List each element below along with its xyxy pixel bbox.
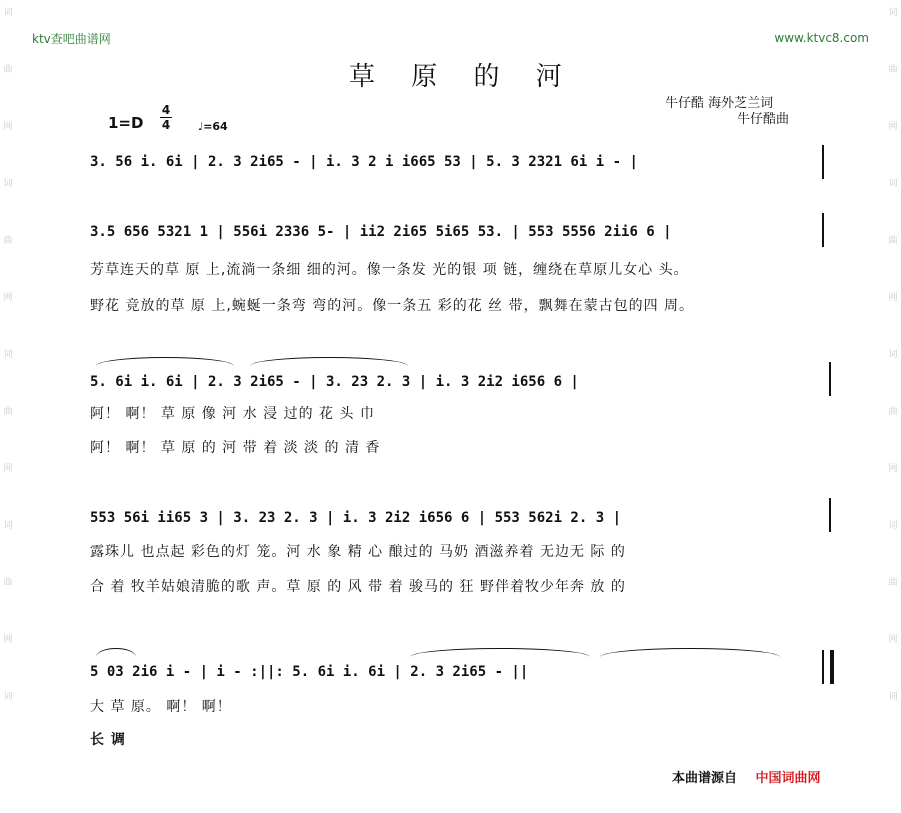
watermark-glyph: 词 xyxy=(3,350,13,360)
source-site-link[interactable]: 中国词曲网 xyxy=(755,771,821,786)
staff-5-lyric-2: 长 调 xyxy=(90,732,126,748)
final-barline-thick xyxy=(830,650,834,684)
watermark-glyph: 曲 xyxy=(888,578,898,588)
staff-5-slur-3 xyxy=(600,648,780,657)
watermark-glyph: 网 xyxy=(888,635,898,645)
watermark-glyph: 词 xyxy=(888,8,898,18)
watermark-glyph: 网 xyxy=(888,293,898,303)
staff-4-notes: 553 56i ii65 3 | 3. 23 2. 3 | i. 3 2i2 i656 6 | 553 562i 2. 3 | xyxy=(90,510,622,526)
time-denominator: 4 xyxy=(161,118,171,132)
watermark-right xyxy=(885,0,901,813)
staff-3-lyric-2: 阿！ 啊！ 草 原 的 河 带 着 淡 淡 的 清 香 xyxy=(90,440,381,456)
staff-2-lyric-2: 野花 竞放的草 原 上,蜿蜒一条弯 弯的河。像一条五 彩的花 丝 带，飘舞在蒙古包的四 周。 xyxy=(90,298,695,314)
staff-1-end-barline xyxy=(822,145,824,179)
watermark-glyph: 词 xyxy=(888,521,898,531)
staff-4-end-barline xyxy=(829,498,831,532)
source-prefix: 本曲谱源自 xyxy=(672,771,738,786)
watermark-glyph: 曲 xyxy=(3,407,13,417)
watermark-glyph: 曲 xyxy=(3,65,13,75)
watermark-glyph: 曲 xyxy=(3,578,13,588)
tempo-marking: ♩=64 xyxy=(198,120,228,133)
watermark-glyph: 词 xyxy=(888,179,898,189)
staff-3-notes: 5. 6i i. 6i | 2. 3 2i65 - | 3. 23 2. 3 | i. 3 2i2 i656 6 | xyxy=(90,374,579,390)
source-credit xyxy=(672,767,821,786)
watermark-glyph: 网 xyxy=(3,635,13,645)
watermark-glyph: 曲 xyxy=(888,65,898,75)
site-url-right: www.ktvc8.com xyxy=(774,31,869,45)
time-numerator: 4 xyxy=(161,103,171,117)
staff-5-lyric-1: 大 草 原。 啊！ 啊！ xyxy=(90,699,232,715)
staff-3-lyric-1: 阿！ 啊！ 草 原 像 河 水 浸 过的 花 头 巾 xyxy=(90,406,375,422)
watermark-glyph: 曲 xyxy=(888,236,898,246)
watermark-left xyxy=(0,0,16,813)
time-signature xyxy=(160,104,172,131)
staff-5-notes: 5 03 2i6 i - | i - :||: 5. 6i i. 6i | 2. 3 2i65 - || xyxy=(90,664,529,680)
watermark-glyph: 词 xyxy=(3,179,13,189)
staff-2-lyric-1: 芳草连天的草 原 上,流淌一条细 细的河。像一条发 光的银 项 链，缠绕在草原儿女心 头。 xyxy=(90,262,689,278)
watermark-glyph: 网 xyxy=(3,464,13,474)
staff-5-slur-2 xyxy=(410,648,590,657)
staff-3-slur-2 xyxy=(250,357,408,366)
final-barline-thin xyxy=(822,650,824,684)
staff-2-end-barline xyxy=(822,213,824,247)
watermark-glyph: 网 xyxy=(3,293,13,303)
staff-1-notes: 3. 56 i. 6i | 2. 3 2i65 - | i. 3 2 i i665 53 | 5. 3 2321 6i i - | xyxy=(90,154,638,170)
watermark-glyph: 网 xyxy=(888,464,898,474)
watermark-glyph: 网 xyxy=(3,122,13,132)
staff-2-notes: 3.5 656 5321 1 | 556i 2336 5- | ii2 2i65 5i65 53. | 553 5556 2ii6 6 | xyxy=(90,224,672,240)
watermark-glyph: 词 xyxy=(3,8,13,18)
staff-3-slur-1 xyxy=(96,357,234,366)
watermark-glyph: 曲 xyxy=(888,407,898,417)
staff-3-end-barline xyxy=(829,362,831,396)
composer-credit: 牛仔酷曲 xyxy=(737,112,790,127)
key-signature: 1=D xyxy=(108,114,144,132)
staff-5-slur-1 xyxy=(96,648,136,657)
staff-4-lyric-1: 露珠儿 也点起 彩色的灯 笼。河 水 象 精 心 酿过的 马奶 酒滋养着 无边无 际 的 xyxy=(90,544,626,560)
watermark-glyph: 词 xyxy=(3,521,13,531)
site-name-left: ktv查吧曲谱网 xyxy=(32,32,111,46)
song-title: 草 原 的 河 xyxy=(349,62,576,92)
watermark-glyph: 词 xyxy=(3,692,13,702)
watermark-glyph: 网 xyxy=(888,122,898,132)
watermark-glyph: 曲 xyxy=(3,236,13,246)
watermark-glyph: 词 xyxy=(888,692,898,702)
lyricist-credit: 牛仔酷 海外芝兰词 xyxy=(665,96,774,111)
watermark-glyph: 词 xyxy=(888,350,898,360)
staff-4-lyric-2: 合 着 牧羊姑娘清脆的歌 声。草 原 的 风 带 着 骏马的 狂 野伴着牧少年奔 放 的 xyxy=(90,579,626,595)
